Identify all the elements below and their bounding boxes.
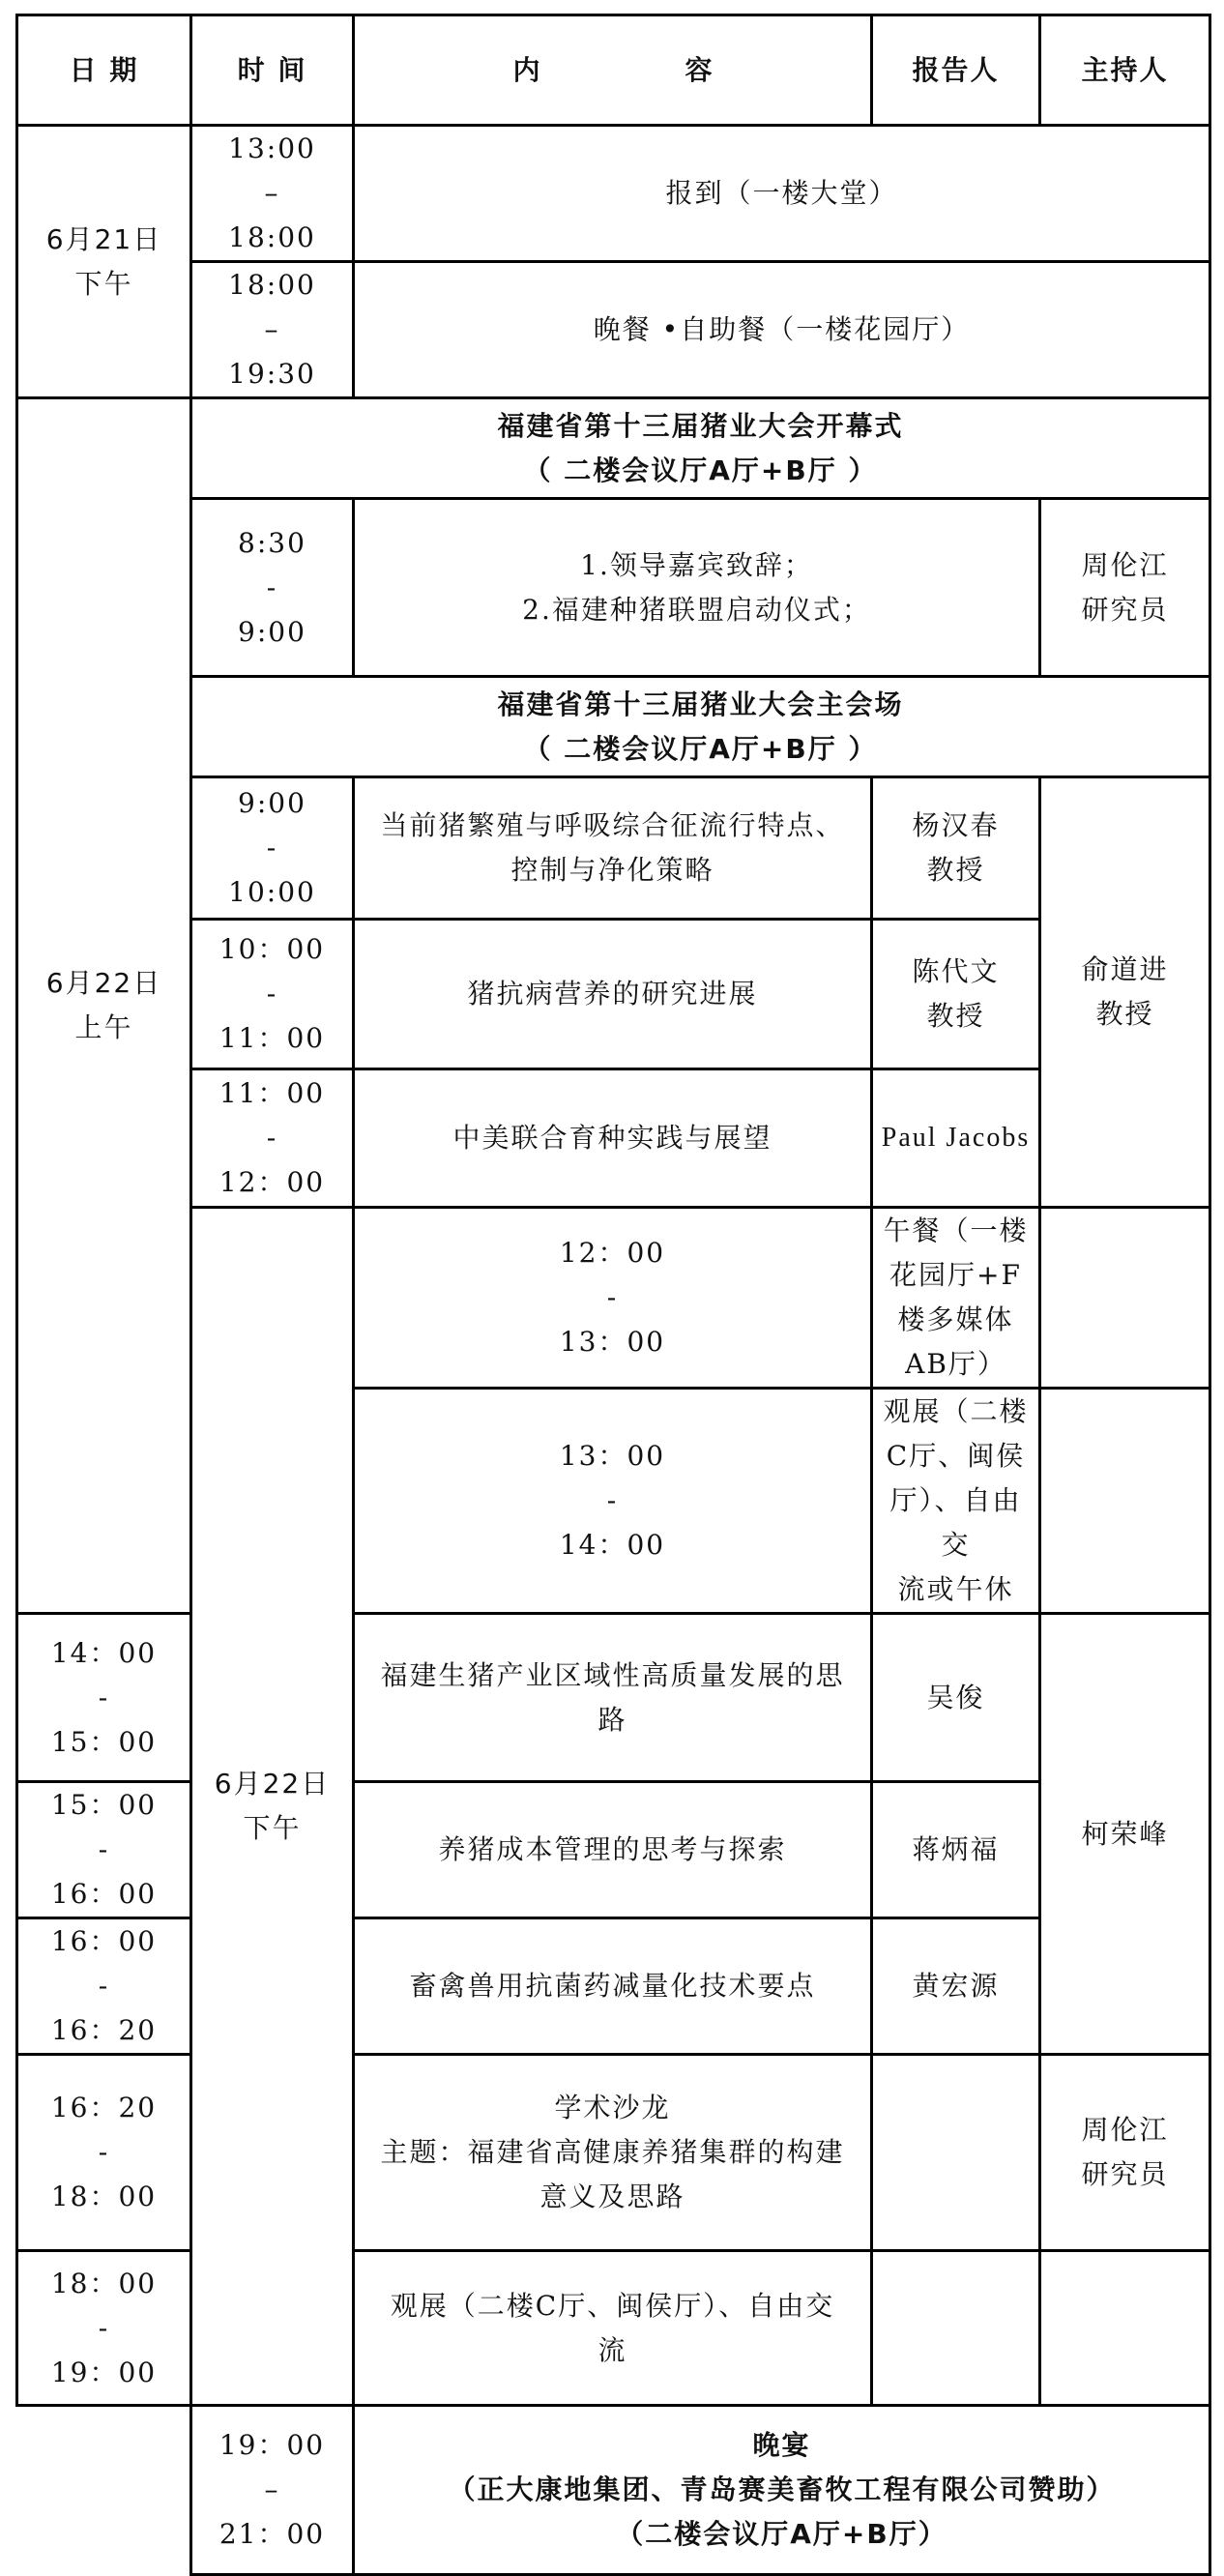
- time-cell: 16：00 - 16：20: [17, 1918, 191, 2055]
- opening-session-title: 福建省第十三届猪业大会开幕式 （ 二楼会议厅A厅+B厅 ）: [191, 398, 1210, 499]
- schedule-row-r1: [17, 126, 1210, 262]
- main-session-title: 福建省第十三届猪业大会主会场 （ 二楼会议厅A厅+B厅 ）: [191, 677, 1210, 777]
- speaker-cell: 陈代文 教授: [872, 920, 1040, 1069]
- header-host: 主持人: [1040, 15, 1210, 126]
- content-cell: 学术沙龙 主题：福建省高健康养猪集群的构建 意义及思路: [354, 2055, 872, 2251]
- header-time: 时 间: [191, 15, 354, 126]
- header-row: [17, 15, 1210, 126]
- banquet-content-cell: 晚宴 （正大康地集团、青岛赛美畜牧工程有限公司赞助） （二楼会议厅A厅+B厅）: [354, 2406, 1210, 2575]
- host-cell-pm: 柯荣峰: [1040, 1614, 1210, 2055]
- speaker-cell-empty: [1040, 1208, 1210, 1389]
- session-row-opening: [17, 398, 1210, 499]
- time-cell: 9:00 - 10:00: [191, 777, 354, 920]
- speaker-cell: 杨汉春 教授: [872, 777, 1040, 920]
- date-cell-jun22-am: 6月22日 上午: [17, 398, 191, 1614]
- content-cell: 福建生猪产业区域性高质量发展的思 路: [354, 1614, 872, 1782]
- session-row-main: [17, 677, 1210, 777]
- date-cell-jun22-pm: 6月22日 下午: [191, 1208, 354, 2406]
- schedule-row-r7: [17, 1208, 1210, 1389]
- time-cell: 14：00 - 15：00: [17, 1614, 191, 1782]
- time-cell: 13：00 - 14：00: [354, 1389, 872, 1614]
- schedule-row-r14: [17, 2406, 1210, 2575]
- speaker-cell-empty: [872, 2251, 1040, 2406]
- date-cell-blank: [17, 2406, 191, 2575]
- host-cell-empty: [1040, 2251, 1210, 2406]
- header-date: 日 期: [17, 15, 191, 126]
- content-cell: 报到（一楼大堂）: [354, 126, 1210, 262]
- time-cell: 10：00 - 11：00: [191, 920, 354, 1069]
- content-cell: 猪抗病营养的研究进展: [354, 920, 872, 1069]
- time-cell: 12：00 - 13：00: [354, 1208, 872, 1389]
- content-cell: 晚餐 •自助餐（一楼花园厅）: [354, 262, 1210, 398]
- time-cell: 18：00 - 19：00: [17, 2251, 191, 2406]
- content-cell: 养猪成本管理的思考与探索: [354, 1782, 872, 1918]
- time-cell: 8:30 - 9:00: [191, 499, 354, 677]
- schedule-row-r6: [17, 1069, 1210, 1208]
- content-cell: 午餐（一楼花园厅+F楼多媒体 AB厅）: [872, 1208, 1040, 1389]
- schedule-row-r3: [17, 499, 1210, 677]
- schedule-row-r4: [17, 777, 1210, 920]
- time-cell: 16：20 - 18：00: [17, 2055, 191, 2251]
- time-cell: 15：00 - 16：00: [17, 1782, 191, 1918]
- time-cell: 19：00 – 21：00: [191, 2406, 354, 2575]
- content-cell: 中美联合育种实践与展望: [354, 1069, 872, 1208]
- schedule-row-r5: [17, 920, 1210, 1069]
- date-cell-jun21-pm: 6月21日 下午: [17, 126, 191, 398]
- schedule-table: [15, 14, 1211, 2576]
- time-cell: 13:00 – 18:00: [191, 126, 354, 262]
- time-cell: 18:00 – 19:30: [191, 262, 354, 398]
- content-cell: 畜禽兽用抗菌药减量化技术要点: [354, 1918, 872, 2055]
- content-cell: 观展（二楼C厅、闽侯厅）、自由交 流: [354, 2251, 872, 2406]
- header-content-b: 容: [685, 53, 713, 86]
- speaker-cell-empty: [872, 2055, 1040, 2251]
- speaker-cell-empty: [1040, 1389, 1210, 1614]
- speaker-cell: 黄宏源: [872, 1918, 1040, 2055]
- host-cell-am: 俞道进 教授: [1040, 777, 1210, 1208]
- time-cell: 11：00 - 12：00: [191, 1069, 354, 1208]
- speaker-cell: 吴俊: [872, 1614, 1040, 1782]
- host-cell: 周伦江 研究员: [1040, 499, 1210, 677]
- header-speaker: 报告人: [872, 15, 1040, 126]
- content-cell: 观展（二楼C厅、闽侯厅）、自由交 流或午休: [872, 1389, 1040, 1614]
- content-cell: 当前猪繁殖与呼吸综合征流行特点、 控制与净化策略: [354, 777, 872, 920]
- header-content: [354, 15, 872, 126]
- host-cell: 周伦江 研究员: [1040, 2055, 1210, 2251]
- speaker-cell: 蒋炳福: [872, 1782, 1040, 1918]
- schedule-row-r2: [17, 262, 1210, 398]
- speaker-cell: Paul Jacobs: [872, 1069, 1040, 1208]
- content-cell: 1.领导嘉宾致辞； 2.福建种猪联盟启动仪式；: [354, 499, 1040, 677]
- header-content-a: 内: [512, 53, 540, 86]
